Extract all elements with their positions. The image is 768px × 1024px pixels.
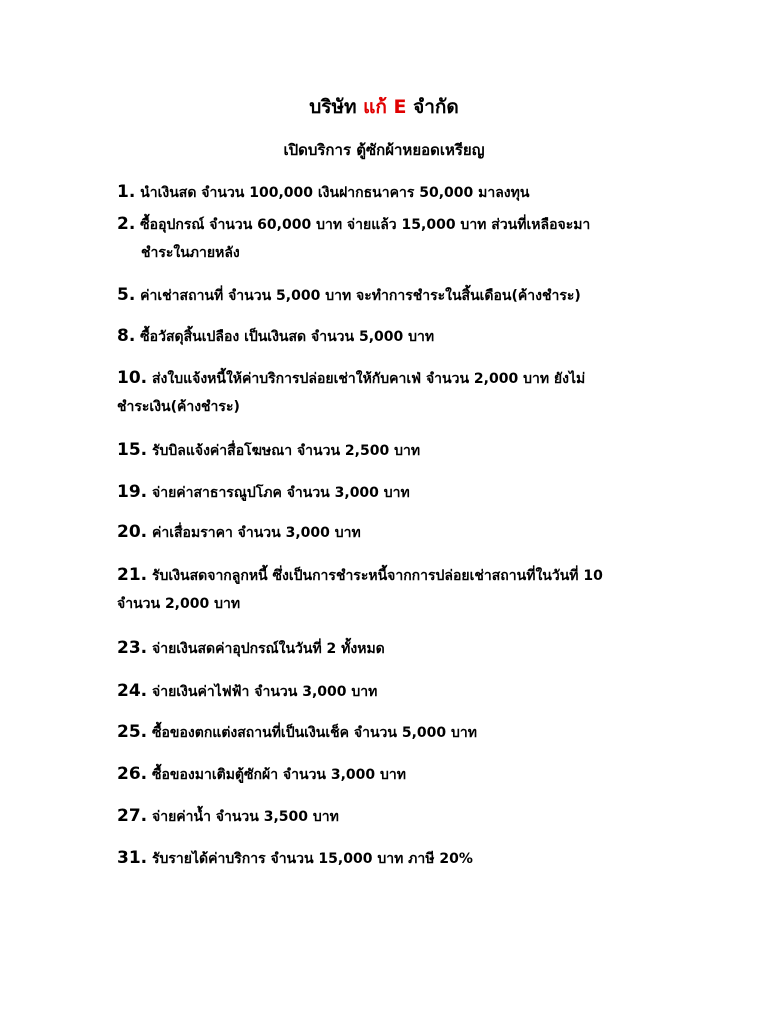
transaction-item [117,634,683,663]
item-text: จ่ายค่าน้ำ จำนวน 3,500 บาท [152,809,339,825]
transaction-item [117,760,683,789]
item-text: ซื้อวัสดุสิ้นเปลือง เป็นเงินสด จำนวน 5,000 บาท [140,329,435,345]
transaction-item [117,436,683,465]
transaction-item [117,322,683,351]
transaction-item [117,178,683,207]
company-title [0,94,768,120]
item-number: 23. [117,638,148,658]
item-text-continued: ชำระเงิน(ค้างชำระ) [117,399,240,415]
item-number: 8. [117,326,136,346]
transaction-item [117,844,683,873]
item-number: 10. [117,368,148,388]
item-number: 21. [117,565,148,585]
page-subtitle: เปิดบริการ ตู้ซักผ้าหยอดเหรียญ [283,141,485,159]
item-number: 1. [117,182,136,202]
item-text: ค่าเสื่อมราคา จำนวน 3,000 บาท [152,525,361,541]
item-text: ซื้อของตกแต่งสถานที่เป็นเงินเช็ค จำนวน 5,000 บาท [152,725,477,741]
item-text: จ่ายเงินสดค่าอุปกรณ์ในวันที่ 2 ทั้งหมด [152,641,385,657]
item-text: รับรายได้ค่าบริการ จำนวน 15,000 บาท ภาษี 20% [152,851,473,867]
item-number: 20. [117,522,148,542]
transaction-item [117,718,683,747]
item-text: รับบิลแจ้งค่าสื่อโฆษณา จำนวน 2,500 บาท [152,443,421,459]
item-number: 31. [117,848,148,868]
transaction-item [117,518,683,547]
transaction-item [117,364,683,421]
item-number: 27. [117,806,148,826]
item-text: รับเงินสดจากลูกหนี้ ซึ่งเป็นการชำระหนี้จากการปล่อยเช่าสถานที่ในวันที่ 10 [152,568,603,584]
item-number: 15. [117,440,148,460]
item-number: 2. [117,214,136,234]
item-text-continued: ชำระในภายหลัง [141,245,240,261]
transaction-item [117,281,683,310]
item-text-continued: จำนวน 2,000 บาท [117,596,241,612]
item-number: 26. [117,764,148,784]
item-number: 5. [117,285,136,305]
title-accent: แก้ E [363,96,407,118]
transaction-item [117,561,683,618]
item-text: จ่ายเงินค่าไฟฟ้า จำนวน 3,000 บาท [152,684,378,700]
title-suffix: จำกัด [406,96,459,118]
item-text: ซื้ออุปกรณ์ จำนวน 60,000 บาท จ่ายแล้ว 15,000 บาท ส่วนที่เหลือจะมา [140,217,591,233]
title-prefix: บริษัท [309,96,364,118]
item-text: ส่งใบแจ้งหนี้ให้ค่าบริการปล่อยเช่าให้กับคาเฟ่ จำนวน 2,000 บาท ยังไม่ [152,371,586,387]
transaction-item [117,478,683,507]
item-text: จ่ายค่าสาธารณูปโภค จำนวน 3,000 บาท [152,485,410,501]
item-text: ซื้อของมาเติมตู้ซักผ้า จำนวน 3,000 บาท [152,767,407,783]
transaction-item [117,210,683,267]
item-text: ค่าเช่าสถานที่ จำนวน 5,000 บาท จะทำการชำระในสิ้นเดือน(ค้างชำระ) [140,288,581,304]
transaction-item [117,677,683,706]
item-number: 25. [117,722,148,742]
transaction-item [117,802,683,831]
item-text: นำเงินสด จำนวน 100,000 เงินฝากธนาคาร 50,000 มาลงทุน [140,185,530,201]
item-number: 24. [117,681,148,701]
item-number: 19. [117,482,148,502]
